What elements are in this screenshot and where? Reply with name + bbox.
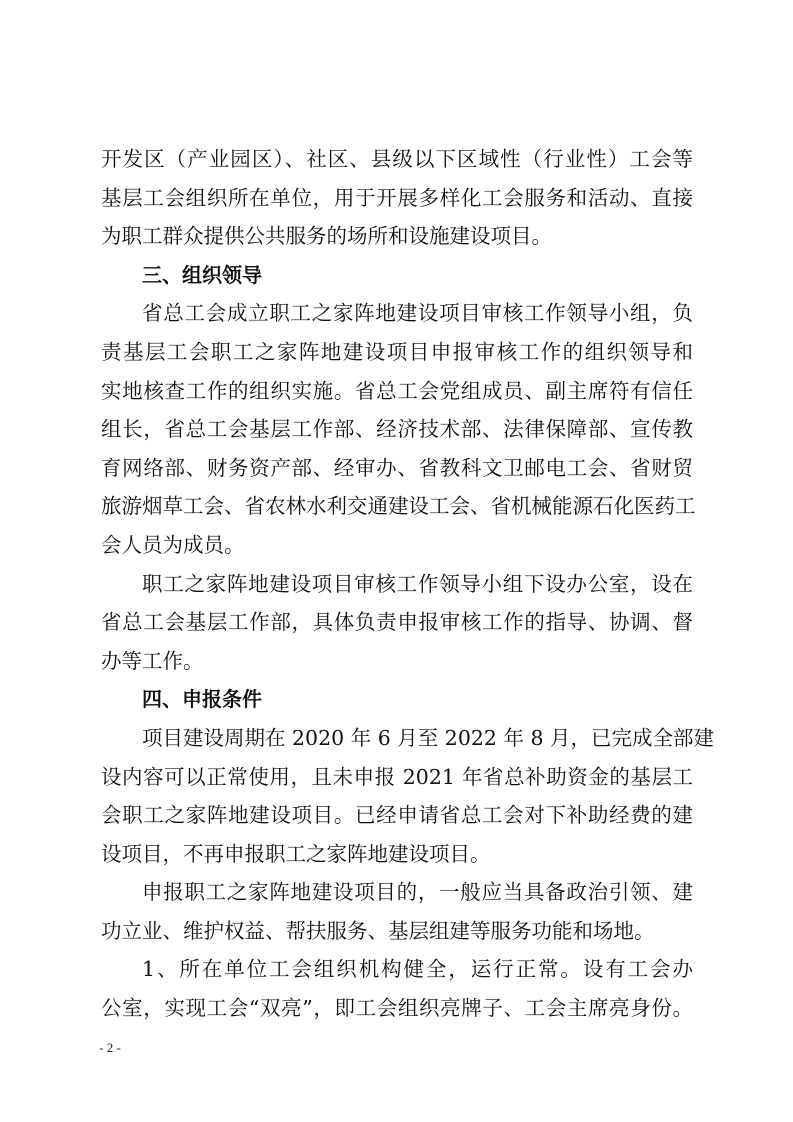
paragraph-line: 功立业、维护权益、帮扶服务、基层组建等服务功能和场地。 <box>101 918 655 943</box>
paragraph-line: 组长，省总工会基层工作部、经济技术部、法律保障部、宣传教 <box>101 417 693 442</box>
paragraph-line: 设内容可以正常使用，且未申报 2021 年省总补助资金的基层工 <box>101 764 693 789</box>
paragraph-line: 申报职工之家阵地建设项目的，一般应当具备政治引领、建 <box>142 880 693 905</box>
paragraph-line: 1、所在单位工会组织机构健全，运行正常。设有工会办 <box>142 957 693 982</box>
section-heading: 四、申报条件 <box>142 687 262 712</box>
paragraph-line: 开发区（产业园区）、社区、县级以下区域性（行业性）工会等 <box>101 147 693 171</box>
paragraph-line: 责基层工会职工之家阵地建设项目申报审核工作的组织领导和 <box>101 339 693 364</box>
body-text <box>101 140 715 1028</box>
paragraph-line: 项目建设周期在 2020 年 6 月至 2022 年 8 月，已完成全部建 <box>142 725 715 750</box>
paragraph-line: 旅游烟草工会、省农林水利交通建设工会、省机械能源石化医药工 <box>101 494 696 519</box>
paragraph-line: 职工之家阵地建设项目审核工作领导小组下设办公室，设在 <box>142 571 693 596</box>
paragraph-line: 省总工会成立职工之家阵地建设项目审核工作领导小组，负 <box>142 301 693 326</box>
paragraph-line: 办等工作。 <box>101 648 204 673</box>
paragraph-line: 会人员为成员。 <box>101 532 245 557</box>
paragraph-line: 为职工群众提供公共服务的场所和设施建设项目。 <box>101 224 552 249</box>
paragraph-line: 实地核查工作的组织实施。省总工会党组成员、副主席符有信任 <box>101 378 693 403</box>
paragraph-line: 会职工之家阵地建设项目。已经申请省总工会对下补助经费的建 <box>101 803 693 828</box>
paragraph-line: 省总工会基层工作部，具体负责申报审核工作的指导、协调、督 <box>101 610 693 635</box>
paragraph-line: 基层工会组织所在单位，用于开展多样化工会服务和活动、直接 <box>101 185 693 210</box>
paragraph-line: 设项目，不再申报职工之家阵地建设项目。 <box>101 841 491 866</box>
paragraph-line: 育网络部、财务资产部、经审办、省教科文卫邮电工会、省财贸 <box>101 455 693 480</box>
paragraph-line: 公室，实现工会“双亮”，即工会组织亮牌子、工会主席亮身份。 <box>101 996 693 1021</box>
page-number: - 2 - <box>99 1040 121 1055</box>
section-heading: 三、组织领导 <box>142 262 262 287</box>
